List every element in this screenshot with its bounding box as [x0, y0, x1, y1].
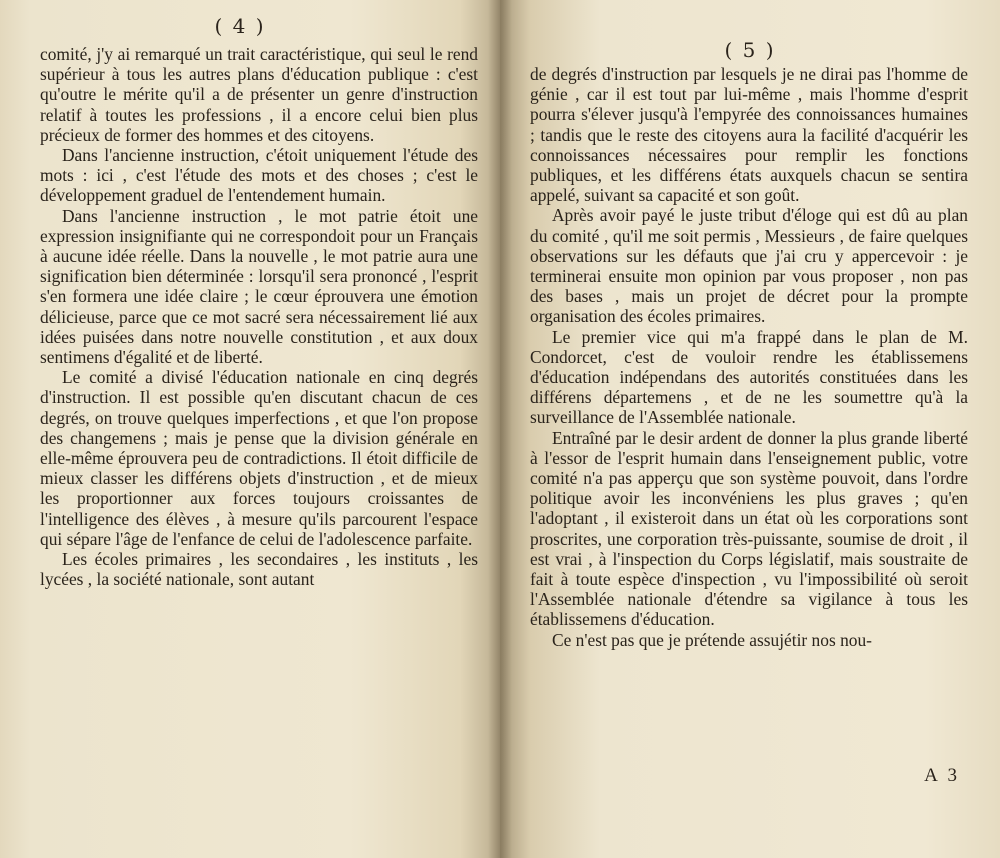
paragraph: comité, j'y ai remarqué un trait caractéristique, qui seul le rend supérieur à tous les autres plans d'éducation publique : c'est qu'outre le mérite qu'il a de présenter un genre d'instruction relatif à toutes les professions , il a encore celui bien plus précieux de former des hommes et des citoyens. [40, 44, 478, 145]
paragraph: Après avoir payé le juste tribut d'éloge qui est dû au plan du comité , qu'il me soit permis , Messieurs , de faire quelques observations sur les défauts que j'ai cru y appercevoir : je terminerai ensuite mon opinion par vous proposer , non pas des bases , mais un projet de décret pour la prompte organisation des écoles primaires. [530, 205, 968, 327]
left-page-text [40, 44, 478, 589]
paragraph: Dans l'ancienne instruction, c'étoit uniquement l'étude des mots : ici , c'est l'étude des mots et des choses ; c'est le développement graduel de l'entendement humain. [40, 145, 478, 206]
paragraph: Entraîné par le desir ardent de donner la plus grande liberté à l'essor de l'esprit humain dans l'enseignement public, votre comité n'a pas apperçu que son système pouvoit, dans l'ordre politique avoir les inconvéniens les plus graves ; qu'en l'adoptant , il existeroit dans un état où les corporations sont proscrites, une corporation très-puissante, soumise de droit , il est vrai , à l'inspection du Corps législatif, mais soustraite de fait à toute espèce d'inspection , vu l'impossibilité où seroit l'Assemblée nationale d'étendre sa vigilance à tous les établissemens d'éducation. [530, 427, 968, 630]
signature-mark: A 3 [924, 765, 960, 786]
page-number-right: ( 5 ) [724, 38, 776, 62]
paragraph: Le comité a divisé l'éducation nationale en cinq degrés d'instruction. Il est possible qu'en discutant chacun de ces degrés, on trouve quelques imperfections , et que l'on propose des changemens ; mais je pense que la division générale en elle-même éprouvera peu de contradictions. Il étoit difficile de mieux classer les différens objets d'instruction , et de mieux les proportionner aux forces toujours croissantes de l'intelligence des élèves , à mesure qu'ils parcourent l'espace qui sépare l'âge de l'enfance de celui de l'adolescence parfaite. [40, 367, 478, 549]
right-page-text [530, 64, 968, 650]
paragraph: Ce n'est pas que je prétende assujétir nos nou- [552, 629, 872, 650]
page-number-left: ( 4 ) [214, 14, 266, 38]
book-gutter [488, 0, 512, 858]
paragraph: Les écoles primaires , les secondaires , les instituts , les lycées , la société nationale, sont autant [40, 549, 478, 590]
paragraph: de degrés d'instruction par lesquels je ne dirai pas l'homme de génie , car il est tout par lui-même , mais l'homme d'esprit pourra s'élever jusqu'à l'empyrée des connoissances humaines ; tandis que le reste des citoyens aura la facilité d'acquérir les connoissances nécessaires pour remplir les fonctions publiques, et les différens états auxquels chacun se sentira appelé, suivant sa capacité et son goût. [530, 64, 968, 206]
paragraph: Le premier vice qui m'a frappé dans le plan de M. Condorcet, c'est de vouloir rendre les établissemens d'éducation indépendans des autorités constituées dans les différens départemens , et de ne les soumettre qu'à la surveillance de l'Assemblée nationale. [530, 326, 968, 428]
paragraph: Dans l'ancienne instruction , le mot patrie étoit une expression insignifiante qui ne correspondoit pour un Français à aucune idée réelle. Dans la nouvelle , le mot patrie aura une signification bien déterminée : lorsqu'il sera prononcé , l'esprit s'en formera une idée claire ; le cœur éprouvera une émotion délicieuse, parce que ce mot sacré sera nécessairement lié aux idées puisées dans notre nouvelle constitution , et aux doux sentimens d'égalité et de liberté. [40, 205, 478, 368]
